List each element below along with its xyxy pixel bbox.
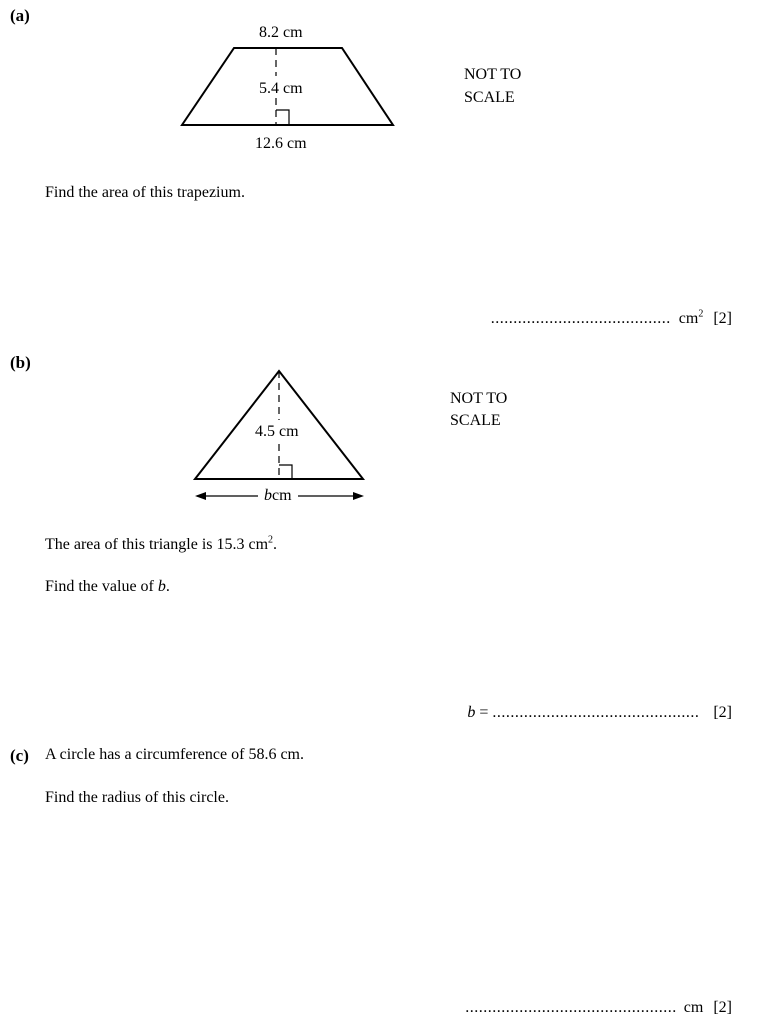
triangle-base-label: bcm xyxy=(264,487,292,504)
not-to-scale-b-line2: SCALE xyxy=(450,412,501,429)
triangle-right-angle-mark xyxy=(279,465,292,479)
answer-unit: $cm^2$ xyxy=(678,308,704,327)
part-c-question: Find the radius of this circle. xyxy=(45,789,229,806)
part-a-answer-line xyxy=(491,310,732,328)
base-arrow-right-head xyxy=(353,492,364,500)
answer-unit: cm xyxy=(683,999,704,1016)
trapezium-height-length: 5.4 cm xyxy=(259,80,303,97)
not-to-scale-a-line1: NOT TO xyxy=(464,66,522,83)
answer-variable: b xyxy=(467,704,476,721)
part-a-label: (a) xyxy=(10,6,30,25)
marks: [2] xyxy=(713,704,732,721)
answer-dots: .............................................. xyxy=(492,704,700,721)
part-c-label: (c) xyxy=(10,746,29,765)
part-b-question: Find the value of b. xyxy=(45,578,170,595)
answer-dots: ........................................ xyxy=(490,310,671,327)
part-b-answer-line: b = .............................................. [2] xyxy=(467,704,732,721)
part-c-statement: A circle has a circumference of 58.6 cm. xyxy=(45,746,304,763)
not-to-scale-a-line2: SCALE xyxy=(464,89,515,106)
trapezium-right-angle-mark xyxy=(276,110,289,125)
part-b-label: (b) xyxy=(10,353,31,372)
triangle-height-length: 4.5 cm xyxy=(255,423,299,440)
part-c-answer-line xyxy=(465,999,732,1017)
marks: [2] xyxy=(713,999,732,1016)
not-to-scale-b-line1: NOT TO xyxy=(450,390,508,407)
part-b-statement: The area of this triangle is 15.3 $cm^2$. xyxy=(45,534,278,553)
marks: [2] xyxy=(713,310,732,327)
part-a-question: Find the area of this trapezium. xyxy=(45,184,245,201)
trapezium-top-length: 8.2 cm xyxy=(259,24,303,41)
base-arrow-left-head xyxy=(195,492,206,500)
answer-dots: ............................................... xyxy=(465,999,677,1016)
trapezium-base-length: 12.6 cm xyxy=(255,135,307,152)
